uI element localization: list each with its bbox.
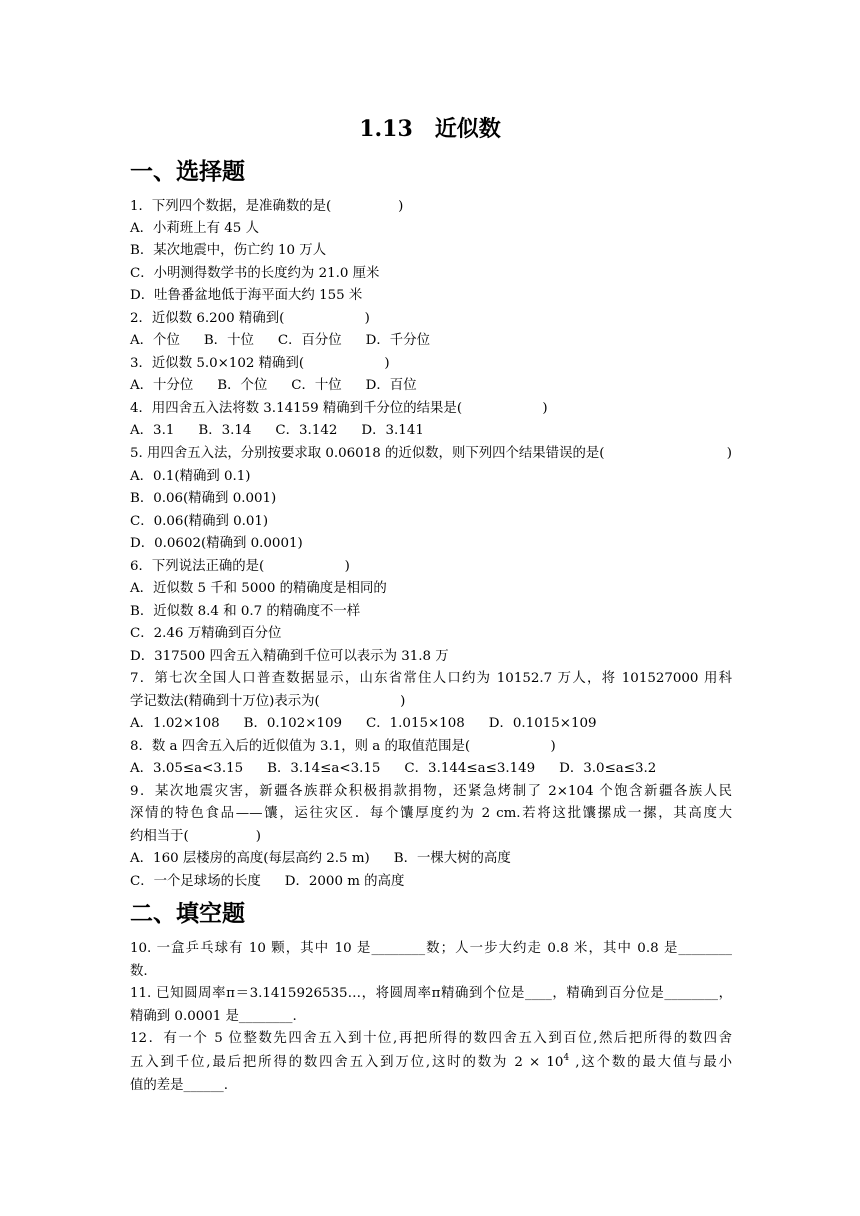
question-12-line-2-text: 五入到千位,最后把所得的数四舍五入到万位,这时的数为 2 × 10 — [130, 1055, 564, 1070]
question-6-option-a: A．近似数 5 千和 5000 的精确度是相同的 — [130, 581, 387, 596]
question-5-option-c: C．0.06(精确到 0.01) — [130, 514, 269, 529]
question-7-option-a: A．1.02×108 — [130, 716, 220, 731]
question-8-option-d: D．3.0≤a≤3.2 — [559, 761, 657, 776]
question-6-stem: 6．下列说法正确的是( ) — [130, 559, 350, 574]
question-9-option-a: A．160 层楼房的高度(每层高约 2.5 m) — [130, 851, 370, 866]
question-4-option-c: C．3.142 — [275, 423, 338, 438]
question-3-option-c: C．十位 — [291, 378, 342, 393]
question-4-option-a: A．3.1 — [130, 423, 175, 438]
question-3-options — [130, 376, 732, 396]
question-6-option-c: C．2.46 万精确到百分位 — [130, 626, 282, 641]
question-2-option-a: A．个位 — [130, 333, 180, 348]
question-1-option-b: B．某次地震中，伤亡约 10 万人 — [130, 243, 327, 258]
question-10-line-1: 10. 一盒乒乓球有 10 颗，其中 10 是________数；人一步大约走 0.8 米，其中 0.8 是________ — [130, 941, 732, 956]
question-3-option-a: A．十分位 — [130, 378, 194, 393]
question-10-line-2: 数. — [130, 964, 148, 979]
question-8-option-a: A．3.05≤a<3.15 — [130, 761, 244, 776]
question-12-line-1: 12．有一个 5 位整数先四舍五入到十位,再把所得的数四舍五入到百位,然后把所得的数四舍 — [130, 1031, 732, 1046]
question-4-option-d: D．3.141 — [361, 423, 424, 438]
question-11-line-2: 精确到 0.0001 是________. — [130, 1009, 297, 1024]
question-2-option-c: C．百分位 — [277, 333, 342, 348]
question-12-line-2 — [130, 1053, 732, 1073]
question-2-option-d: D．千分位 — [365, 333, 430, 348]
question-9-line-3: 约相当于( ) — [130, 829, 261, 844]
question-5-stem-row — [130, 444, 732, 464]
question-9-option-d: D．2000 m 的高度 — [284, 874, 405, 889]
question-12-line-2-tail: ,这个数的最大值与最小 — [569, 1055, 733, 1070]
question-5-option-a: A．0.1(精确到 0.1) — [130, 469, 251, 484]
section-heading-fill: 二、填空题 — [130, 901, 245, 927]
question-8-stem: 8．数 a 四舍五入后的近似值为 3.1，则 a 的取值范围是( ) — [130, 739, 556, 754]
question-9-options-row-2 — [130, 872, 732, 892]
question-3-option-d: D．百位 — [365, 378, 417, 393]
question-2-options — [130, 331, 732, 351]
question-12-exponent: 4 — [563, 1053, 570, 1063]
question-5-stem-end: ) — [726, 446, 732, 461]
question-8-option-b: B．3.14≤a<3.15 — [267, 761, 381, 776]
question-9-option-b: B．一棵大树的高度 — [393, 851, 511, 866]
question-7-line-1: 7．第七次全国人口普查数据显示，山东省常住人口约为 10152.7 万人，将 101527000 用科 — [130, 671, 732, 686]
question-8-option-c: C．3.144≤a≤3.149 — [404, 761, 536, 776]
question-7-option-c: C．1.015×108 — [366, 716, 465, 731]
question-1-stem: 1．下列四个数据，是准确数的是( ) — [130, 199, 404, 214]
question-8-options — [130, 759, 732, 779]
question-12-line-3: 值的差是______. — [130, 1078, 228, 1093]
question-6-option-b: B．近似数 8.4 和 0.7 的精确度不一样 — [130, 604, 361, 619]
section-heading-choice: 一、选择题 — [130, 159, 245, 185]
question-9-line-1: 9．某次地震灾害，新疆各族群众积极捐款捐物，还紧急烤制了 2×104 个饱含新疆各族人民 — [130, 784, 732, 799]
question-2-stem: 2．近似数 6.200 精确到( ) — [130, 311, 370, 326]
question-7-option-d: D．0.1015×109 — [488, 716, 597, 731]
question-3-option-b: B．个位 — [217, 378, 268, 393]
question-9-line-2: 深情的特色食品——馕，运往灾区．每个馕厚度约为 2 cm.若将这批馕摞成一摞，其高度大 — [130, 806, 732, 821]
page-title: 1.13 近似数 — [359, 116, 501, 142]
question-1-option-d: D．吐鲁番盆地低于海平面大约 155 米 — [130, 288, 363, 303]
question-9-option-c: C．一个足球场的长度 — [130, 874, 261, 889]
question-11-line-1: 11. 已知圆周率π＝3.1415926535…，将圆周率π精确到个位是____，精确到百分位是________， — [130, 986, 732, 1001]
question-2-option-b: B．十位 — [203, 333, 254, 348]
question-7-line-2: 学记数法(精确到十万位)表示为( ) — [130, 694, 406, 709]
question-6-option-d: D．317500 四舍五入精确到千位可以表示为 31.8 万 — [130, 649, 449, 664]
question-9-options-row-1 — [130, 849, 732, 869]
question-1-option-a: A．小莉班上有 45 人 — [130, 221, 259, 236]
question-5-option-d: D．0.0602(精确到 0.0001) — [130, 536, 303, 551]
question-1-option-c: C．小明测得数学书的长度约为 21.0 厘米 — [130, 266, 380, 281]
question-5-option-b: B．0.06(精确到 0.001) — [130, 491, 277, 506]
question-3-stem: 3．近似数 5.0×102 精确到( ) — [130, 356, 390, 371]
question-7-option-b: B．0.102×109 — [243, 716, 343, 731]
question-4-option-b: B．3.14 — [198, 423, 252, 438]
question-4-stem: 4．用四舍五入法将数 3.14159 精确到千分位的结果是( ) — [130, 401, 548, 416]
question-4-options — [130, 421, 732, 441]
question-5-stem: 5. 用四舍五入法，分别按要求取 0.06018 的近似数，则下列四个结果错误的是( — [130, 446, 605, 461]
question-7-options — [130, 714, 732, 734]
